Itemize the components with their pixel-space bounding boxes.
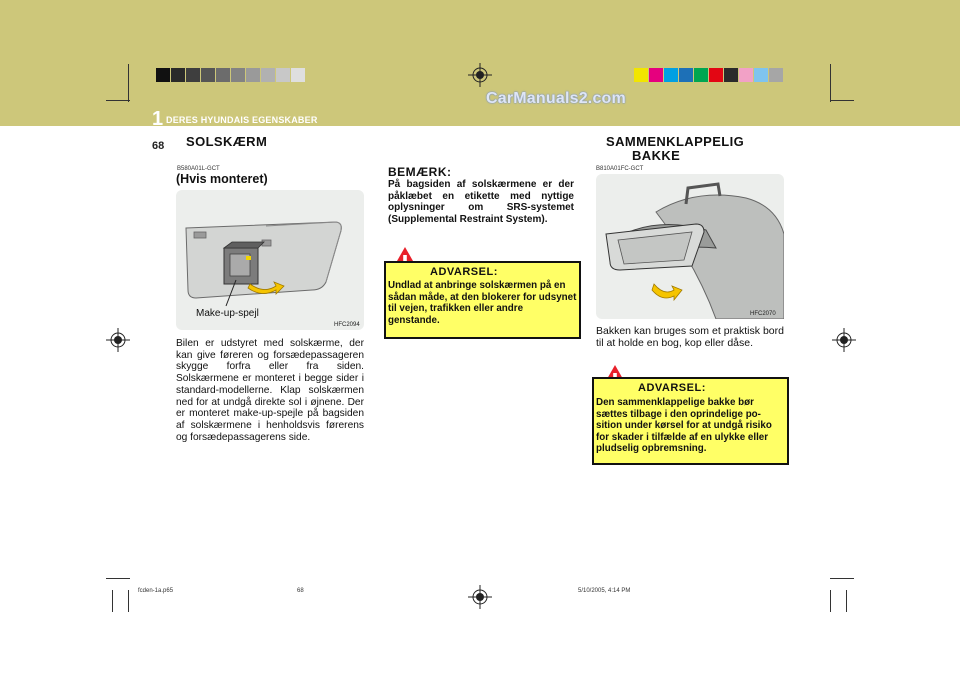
crop-mark (846, 590, 847, 612)
calibration-swatch (231, 68, 245, 82)
image-callout-label: Make-up-spejl (196, 308, 259, 319)
calibration-swatch (754, 68, 768, 82)
image-code: HFC2070 (750, 311, 776, 317)
calibration-swatch (246, 68, 260, 82)
calibration-swatch (634, 68, 648, 82)
footer-page: 68 (297, 588, 304, 594)
calibration-swatch (201, 68, 215, 82)
warning-title: ADVARSEL: (430, 266, 498, 278)
registration-mark-left (106, 328, 130, 352)
calibration-swatch (276, 68, 290, 82)
left-tab-title: SOLSKÆRM (186, 134, 268, 149)
registration-mark-right (832, 328, 856, 352)
grayscale-calibration-strip (156, 68, 306, 82)
left-section-code: B580A01L-GCT (177, 166, 220, 172)
folding-tray-illustration (596, 174, 784, 319)
page-number: 68 (152, 140, 165, 152)
registration-mark-top (468, 63, 492, 87)
footer-timestamp: 5/10/2005, 4:14 PM (578, 588, 631, 594)
sun-visor-illustration (176, 190, 364, 330)
calibration-swatch (291, 68, 305, 82)
calibration-swatch (679, 68, 693, 82)
watermark: CarManuals2.com (486, 90, 626, 107)
crop-mark (128, 590, 129, 612)
right-section-code: B810A01FC-GCT (596, 166, 644, 172)
warning-text: Undlad at anbringe solskærmen på en sådan måde, at den blokerer for udsynet til vejen, trafikken eller andre genstande. (388, 280, 577, 326)
footer-file: fcden-1a.p65 (138, 588, 174, 594)
calibration-swatch (156, 68, 170, 82)
calibration-swatch (649, 68, 663, 82)
section-title: DERES HYUNDAIS EGENSKABER (166, 115, 318, 125)
left-subheading: (Hvis monteret) (176, 172, 268, 186)
calibration-swatch (216, 68, 230, 82)
right-tab-title-line2: BAKKE (632, 148, 681, 163)
crop-mark (830, 100, 854, 101)
warning-text: Den sammenklappelige bakke bør sættes tilbage i den oprindelige po-sition under kørsel for at undgå risiko for skader i tilfælde af en ulykke eller pludselig opbremsning. (596, 397, 772, 455)
calibration-swatch (724, 68, 738, 82)
calibration-swatch (709, 68, 723, 82)
left-body-text: Bilen er udstyret med solskærme, der kan give føreren og forsædepassageren skygge forfra eller fra siden. Solskærmene er monteret i begge sider i standard-modellerne. Klap solskærmen ned for at undgå direkte sol i øjnene. Der er monteret make-up-spejle på bagsiden af solskærmene i henholdsvis førerens og forsædepassagerens side. (176, 338, 364, 443)
note-title: BEMÆRK: (388, 165, 452, 179)
calibration-swatch (694, 68, 708, 82)
crop-mark (830, 64, 831, 102)
crop-mark (106, 100, 130, 101)
image-code: HFC2094 (334, 322, 360, 328)
section-number: 1 (152, 108, 164, 130)
crop-mark (830, 578, 854, 579)
warning-title: ADVARSEL: (638, 382, 706, 394)
calibration-swatch (739, 68, 753, 82)
crop-mark (106, 578, 130, 579)
folding-tray-drawing (596, 174, 784, 319)
calibration-swatch (171, 68, 185, 82)
crop-mark (112, 590, 113, 612)
right-tab-title-line1: SAMMENKLAPPELIG (606, 134, 745, 149)
crop-mark (128, 64, 129, 102)
color-calibration-strip (634, 68, 784, 82)
crop-mark (830, 590, 831, 612)
calibration-swatch (664, 68, 678, 82)
calibration-swatch (769, 68, 783, 82)
calibration-swatch (261, 68, 275, 82)
right-body-text: Bakken kan bruges som et praktisk bord til at holde en bog, kop eller dåse. (596, 325, 784, 349)
calibration-swatch (186, 68, 200, 82)
note-text: På bagsiden af solskærmene er der påklæbet en etikette med nyttige oplysninger om SRS-systemet (Supplemental Restraint System). (388, 179, 574, 226)
registration-mark-bottom (468, 585, 492, 609)
